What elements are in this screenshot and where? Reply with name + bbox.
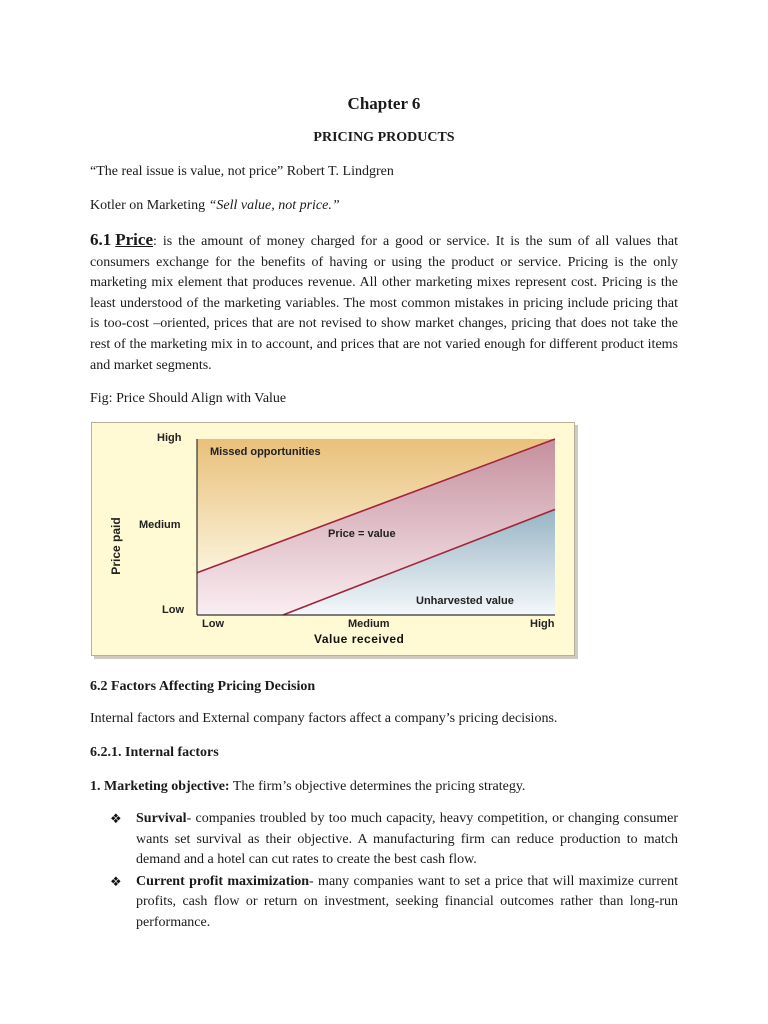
x-tick-low: Low: [202, 618, 224, 630]
section-6-2-body: Internal factors and External company factors affect a company’s pricing decisions.: [90, 711, 558, 726]
figure-caption: Fig: Price Should Align with Value: [90, 391, 287, 406]
y-tick-high: High: [157, 432, 182, 444]
bullet-profit-maximization: [110, 872, 678, 934]
bullet-profit-text: - many companies want to set a price that will maximize current profits, cash flow or return on investment, seeking financial outcomes rather than long-run performance.: [136, 873, 678, 930]
section-6-1-paragraph: [90, 230, 678, 376]
quote-kotler: [90, 196, 340, 216]
bullet-survival-label: Survival: [136, 811, 187, 826]
chapter-subtitle: PRICING PRODUCTS: [313, 130, 455, 145]
chapter-title: Chapter 6: [347, 94, 421, 113]
region-label-missed-opportunities: Missed opportunities: [210, 446, 321, 458]
bullet-survival: [110, 809, 678, 871]
marketing-objective-line: [90, 777, 525, 797]
bullet-profit-label: Current profit maximization: [136, 873, 310, 889]
x-tick-medium: Medium: [348, 618, 390, 630]
section-6-2-heading: 6.2 Factors Affecting Pricing Decision: [90, 679, 316, 694]
y-tick-low: Low: [162, 604, 184, 616]
quote-kotler-prefix: Kotler on Marketing: [90, 198, 209, 213]
section-6-1-body: : is the amount of money charged for a good or service. It is the sum of all values that consumers exchange for the benefits of having or using the product or service. Pricing is the only marketing mix element that produces revenue. All other marketing mixes represent cost. Pricing is the least understood of the marketing variables. The most common mistakes in pricing include pricing that is too-cost –oriented, prices that are not revised to show market changes, pricing that does not take the rest of the marketing mix in to account, and prices that are not varied enough for different product items and market segments.: [90, 234, 678, 373]
y-axis-label: Price paid: [109, 517, 123, 575]
quote-lindgren: “The real issue is value, not price” Robert T. Lindgren: [90, 164, 394, 179]
marketing-objective-text: The firm’s objective determines the pricing strategy.: [229, 779, 526, 794]
y-tick-medium: Medium: [139, 519, 181, 531]
section-number: 6.1: [90, 230, 112, 249]
diamond-bullet-icon: ❖: [110, 873, 122, 889]
objective-bullet-list: [110, 809, 678, 935]
section-6-2-1-heading: 6.2.1. Internal factors: [90, 745, 219, 760]
quote-kotler-italic: “Sell value, not price.”: [208, 198, 340, 213]
bullet-survival-text: - companies troubled by too much capacity, heavy competition, or changing consumer wants set survival as their objective. A manufacturing firm can reduce production to match demand and a hotel can cut rates to create the best cash flow.: [136, 811, 678, 868]
region-label-unharvested-value: Unharvested value: [416, 595, 514, 607]
x-axis-label: Value received: [314, 632, 405, 646]
region-label-price-value: Price = value: [328, 528, 396, 540]
diamond-bullet-icon: ❖: [110, 811, 122, 826]
section-keyword: Price: [115, 230, 153, 249]
y-axis-label-wrap: [100, 509, 134, 589]
marketing-objective-label: 1. Marketing objective:: [90, 779, 230, 794]
price-value-chart: [91, 422, 575, 656]
x-tick-high: High: [530, 618, 555, 630]
